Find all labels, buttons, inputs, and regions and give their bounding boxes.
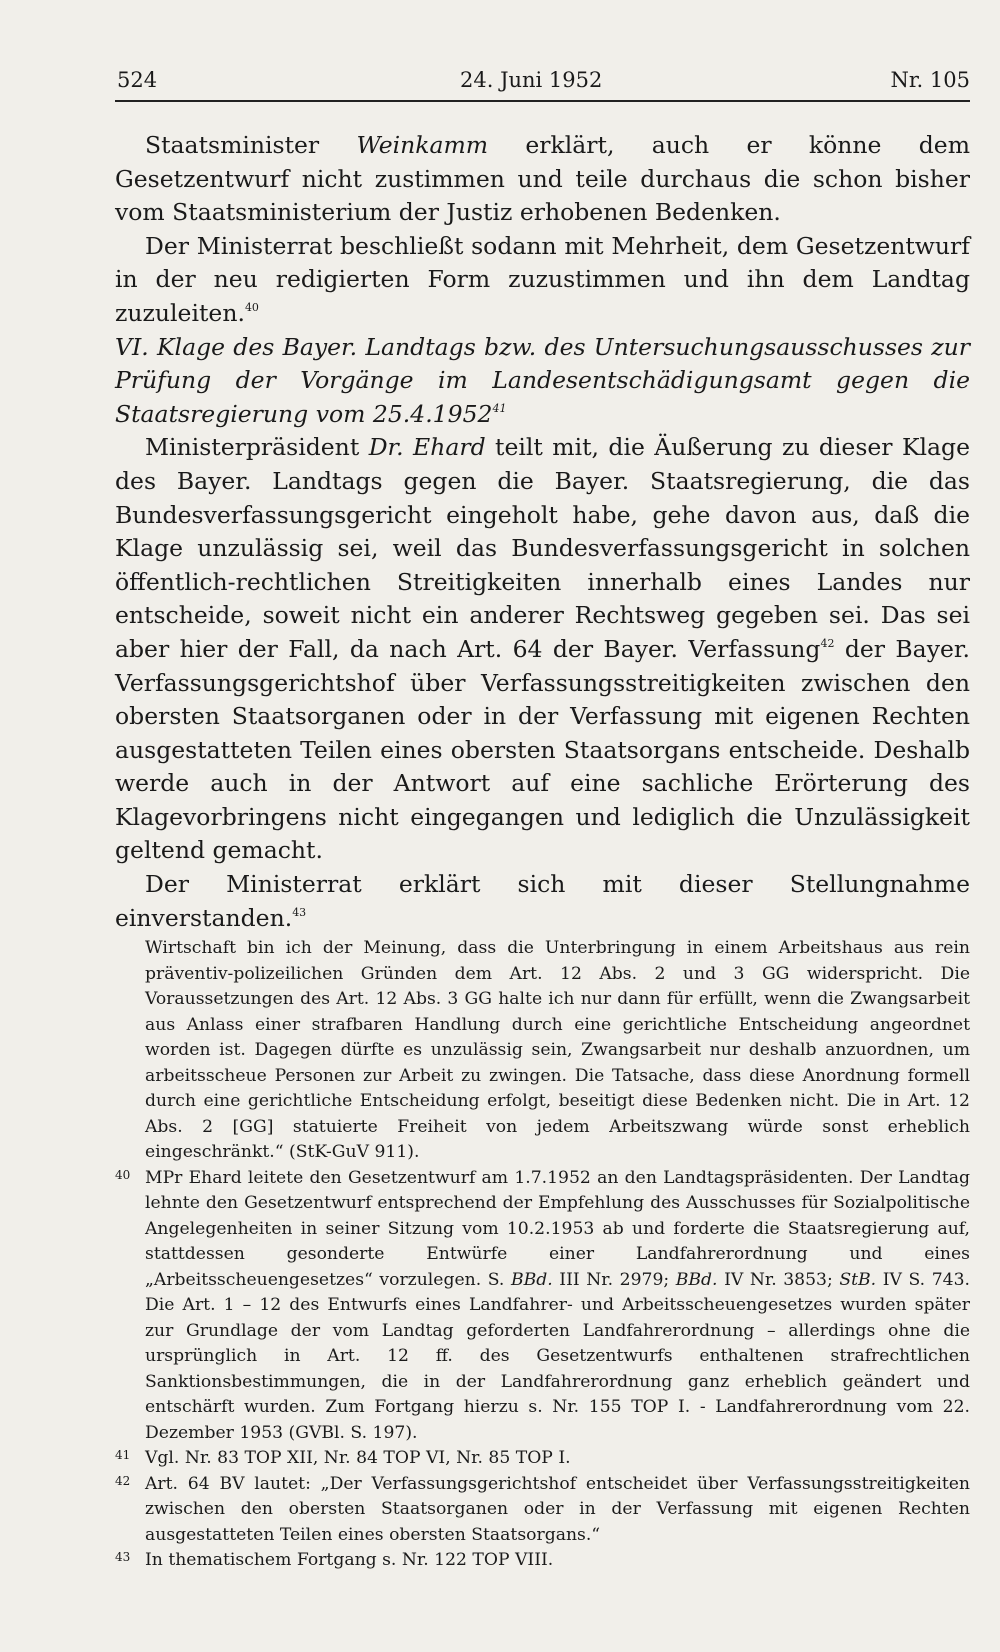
paragraph-decision	[115, 230, 970, 331]
page-number: 524	[117, 68, 158, 92]
footnotes	[115, 936, 970, 1574]
footnote-ref: 40	[244, 300, 259, 314]
main-text	[115, 129, 970, 935]
text-run: Der Ministerrat erklärt sich mit dieser Stellungnahme einverstanden.	[115, 870, 970, 932]
text-run: der Bayer. Verfassungsgerichtshof über Verfassungsstreitigkeiten zwischen den obersten Staatsorganen oder in der Verfassung mit eigenen Rechten ausgestatteten Teilen eines obersten Staatsorgans entscheide. Deshalb werde auch in der Antwort auf eine sachliche Erörterung des Klagevorbringens nicht eingegangen und lediglich die Unzulässigkeit geltend gemacht.	[115, 634, 970, 865]
footnote-text: Art. 64 BV lautet: „Der Verfassungsgerichtshof entscheidet über Verfassungsstreitigkeiten zwischen den obersten Staatsorganen oder in der Verfassung mit eigenen Rechten ausgestatteten Teilen eines obersten Staatsorgans.“	[145, 1473, 970, 1545]
footnote-40	[115, 1166, 970, 1447]
footnote-continuation: Wirtschaft bin ich der Meinung, dass die Unterbringung in einem Arbeitshaus aus rein präventiv-polizeilichen Gründen dem Art. 12 Abs. 2 und 3 GG widerspricht. Die Voraussetzungen des Art. 12 Abs. 3 GG halte ich nur dann für erfüllt, wenn die Zwangsarbeit aus Anlass einer strafbaren Handlung durch eine gerichtliche Entscheidung angeordnet worden ist. Dagegen dürfte es unzulässig sein, Zwangsarbeit nur deshalb anzuordnen, um arbeitsscheue Personen zur Arbeit zu zwingen. Die Tatsache, dass diese Anordnung formell durch eine gerichtliche Entscheidung erfolgt, beseitigt diese Bedenken nicht. Die in Art. 12 Abs. 2 [GG] statuierte Freiheit von jedem Arbeitszwang würde sonst erheblich eingeschränkt.“ (StK-GuV 911).	[145, 938, 970, 1162]
text-run: Ministerpräsident	[145, 433, 369, 462]
footnote-ref: 43	[292, 905, 307, 919]
footnote-41	[115, 1446, 970, 1472]
agenda-item-heading	[115, 331, 970, 432]
text-run: erklärt, auch er könne dem Gesetzentwurf nicht zustimmen und teile durchaus die schon bisher vom Staatsministerium der Justiz erhobenen Bedenken.	[115, 131, 970, 227]
footnote-ref: 41	[492, 401, 507, 415]
person-name: Weinkamm	[356, 131, 489, 159]
paragraph-weinkamm	[115, 129, 970, 230]
footnote-text: In thematischem Fortgang s. Nr. 122 TOP VIII.	[145, 1550, 554, 1570]
person-name: Dr. Ehard	[368, 433, 486, 462]
footnote-42	[115, 1472, 970, 1549]
citation-abbr: BBd.	[675, 1269, 718, 1290]
footnote-number: 40	[115, 1167, 131, 1182]
paragraph-agreement	[115, 868, 970, 935]
document-number: Nr. 105	[890, 68, 970, 92]
footnote-number: 43	[115, 1550, 131, 1564]
text-run: Staatsminister	[145, 131, 357, 159]
text-run: IV S. 743. Die Art. 1 – 12 des Entwurfs eines Landfahrer- und Arbeitsscheuengesetzes wurden später zur Grundlage der vom Landtag geforderten Landfahrerordnung – allerdings ohne die ursprünglich in Art. 12 ff. des Gesetzentwurfs enthaltenen strafrechtlichen Sanktionsbestimmungen, die in der Landfahrerordnung ganz erheblich geändert und entschärft wurden. Zum Fortgang hierzu s. Nr. 155 TOP I. - Landfahrerordnung vom 22. Dezember 1953 (GVBl. S. 197).	[145, 1269, 970, 1443]
heading-text: VI. Klage des Bayer. Landtags bzw. des Untersuchungsausschusses zur Prüfung der Vorgänge im Landesentschädigungsamt gegen die Staatsregierung vom 25.4.1952	[115, 332, 970, 428]
footnote-43	[115, 1548, 970, 1574]
citation-abbr: StB.	[839, 1269, 877, 1290]
footnote-ref: 42	[820, 636, 835, 650]
footnote-number: 42	[115, 1473, 131, 1488]
paragraph-ehard	[115, 431, 970, 868]
header-date: 24. Juni 1952	[460, 68, 603, 92]
text-run: teilt mit, die Äußerung zu dieser Klage des Bayer. Landtags gegen die Bayer. Staatsregierung, die das Bundesverfassungsgericht eingeholt habe, gehe davon aus, daß die Klage unzulässig sei, weil das Bundesverfassungsgericht in solchen öffentlich-rechtlichen Streitigkeiten innerhalb eines Landes nur entscheide, soweit nicht ein anderer Rechtsweg gegeben sei. Das sei aber hier der Fall, da nach Art. 64 der Bayer. Verfassung	[115, 433, 970, 663]
footnote-text: Vgl. Nr. 83 TOP XII, Nr. 84 TOP VI, Nr. 85 TOP I.	[145, 1448, 571, 1468]
footnote-number: 41	[115, 1448, 131, 1462]
text-run: MPr Ehard leitete den Gesetzentwurf am 1.7.1952 an den Landtagspräsidenten. Der Landtag lehnte den Gesetzentwurf entsprechend der Empfehlung des Ausschusses für Sozialpolitische Angelegenheiten in seiner Sitzung vom 10.2.1953 ab und forderte die Staatsregierung auf, stattdessen gesonderte Entwürfe einer Landfahrerordnung und eines „Arbeitsscheuengesetzes“ vorzulegen. S.	[145, 1167, 970, 1290]
text-run: IV Nr. 3853;	[717, 1269, 840, 1290]
citation-abbr: BBd.	[510, 1269, 553, 1290]
running-header	[115, 64, 970, 102]
text-run: Der Ministerrat beschließt sodann mit Mehrheit, dem Gesetzentwurf in der neu redigierten Form zuzustimmen und ihn dem Landtag zuzuleiten.	[115, 231, 970, 327]
text-run: III Nr. 2979;	[552, 1269, 676, 1290]
